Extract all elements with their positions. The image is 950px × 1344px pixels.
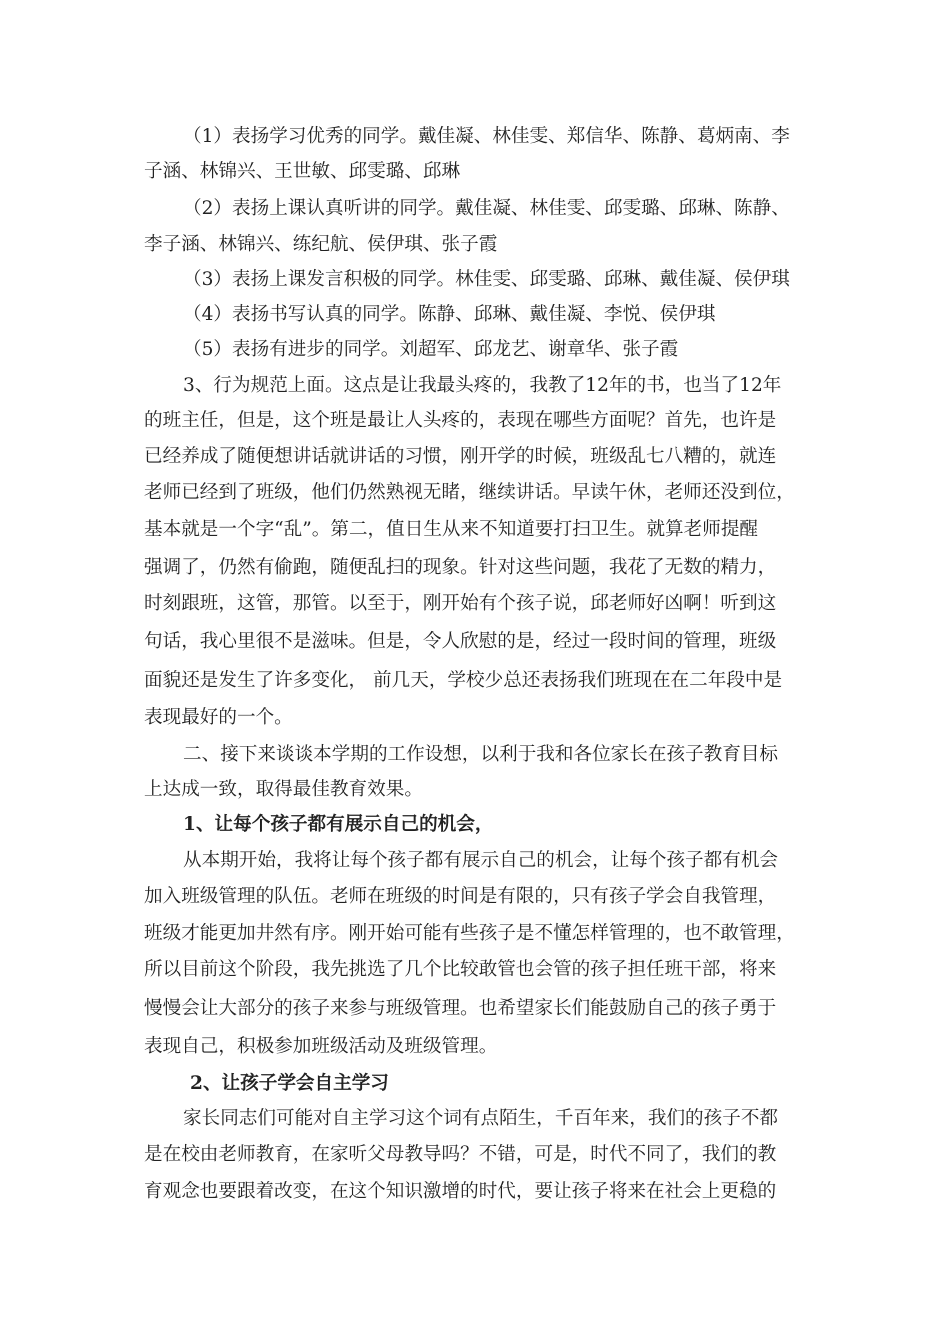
- section-1-paragraph-line-6: 表现自己，积极参加班级活动及班级管理。: [144, 1036, 498, 1057]
- plan-intro-line-2: 上达成一致，取得最佳教育效果。: [144, 779, 423, 800]
- behavior-paragraph-line-5: 基本就是一个字“乱”。第二，值日生从来不知道要打扫卫生。就算老师提醒: [144, 519, 759, 540]
- praise-item-1-line-1: （1）表扬学习优秀的同学。戴佳凝、林佳雯、郑信华、陈静、葛炳南、李: [183, 126, 790, 147]
- praise-item-4: （4）表扬书写认真的同学。陈静、邱琳、戴佳凝、李悦、侯伊琪: [183, 304, 716, 325]
- praise-item-1-line-2: 子涵、林锦兴、王世敏、邱雯璐、邱琳: [144, 161, 461, 182]
- behavior-paragraph-line-9: 面貌还是发生了许多变化， 前几天，学校少总还表扬我们班现在在二年段中是: [144, 670, 783, 691]
- section-1-paragraph-line-4: 所以目前这个阶段，我先挑选了几个比较敢管也会管的孩子担任班干部，将来: [144, 959, 777, 980]
- behavior-paragraph-line-3: 已经养成了随便想讲话就讲话的习惯，刚开学的时候，班级乱七八糟的，就连: [144, 446, 777, 467]
- section-1-paragraph-line-1: 从本期开始，我将让每个孩子都有展示自己的机会，让每个孩子都有机会: [183, 850, 779, 871]
- section-heading-1: 1、让每个孩子都有展示自己的机会，: [183, 814, 494, 835]
- section-1-paragraph-line-2: 加入班级管理的队伍。老师在班级的时间是有限的，只有孩子学会自我管理，: [144, 886, 777, 907]
- praise-item-2-line-1: （2）表扬上课认真听讲的同学。戴佳凝、林佳雯、邱雯璐、邱琳、陈静、: [183, 198, 790, 219]
- section-1-paragraph-line-5: 慢慢会让大部分的孩子来参与班级管理。也希望家长们能鼓励自己的孩子勇于: [144, 998, 777, 1019]
- behavior-paragraph-line-6: 强调了，仍然有偷跑，随便乱扫的现象。针对这些问题，我花了无数的精力，: [144, 557, 777, 578]
- behavior-paragraph-line-2: 的班主任，但是，这个班是最让人头疼的，表现在哪些方面呢？首先，也许是: [144, 410, 777, 431]
- behavior-paragraph-line-1: 3、行为规范上面。这点是让我最头疼的，我教了12年的书，也当了12年: [183, 375, 782, 396]
- section-heading-2: 2、让孩子学会自主学习: [190, 1073, 389, 1094]
- praise-item-5: （5）表扬有进步的同学。刘超军、邱龙艺、谢章华、张子霞: [183, 339, 679, 360]
- section-2-paragraph-line-1: 家长同志们可能对自主学习这个词有点陌生，千百年来，我们的孩子不都: [183, 1108, 779, 1129]
- praise-item-3: （3）表扬上课发言积极的同学。林佳雯、邱雯璐、邱琳、戴佳凝、侯伊琪: [183, 269, 790, 290]
- praise-item-2-line-2: 李子涵、林锦兴、练纪航、侯伊琪、张子霞: [144, 234, 498, 255]
- behavior-paragraph-line-8: 句话，我心里很不是滋味。但是，令人欣慰的是，经过一段时间的管理，班级: [144, 631, 777, 652]
- behavior-paragraph-line-7: 时刻跟班，这管，那管。以至于，刚开始有个孩子说，邱老师好凶啊！听到这: [144, 593, 777, 614]
- plan-intro-line-1: 二、接下来谈谈本学期的工作设想，以利于我和各位家长在孩子教育目标: [183, 744, 779, 765]
- section-1-paragraph-line-3: 班级才能更加井然有序。刚开始可能有些孩子是不懂怎样管理的，也不敢管理，: [144, 923, 795, 944]
- section-2-paragraph-line-2: 是在校由老师教育，在家听父母教导吗？不错，可是，时代不同了，我们的教: [144, 1144, 777, 1165]
- behavior-paragraph-line-4: 老师已经到了班级，他们仍然熟视无睹，继续讲话。早读午休，老师还没到位，: [144, 482, 795, 503]
- behavior-paragraph-line-10: 表现最好的一个。: [144, 707, 293, 728]
- section-2-paragraph-line-3: 育观念也要跟着改变，在这个知识激增的时代，要让孩子将来在社会上更稳的: [144, 1181, 777, 1202]
